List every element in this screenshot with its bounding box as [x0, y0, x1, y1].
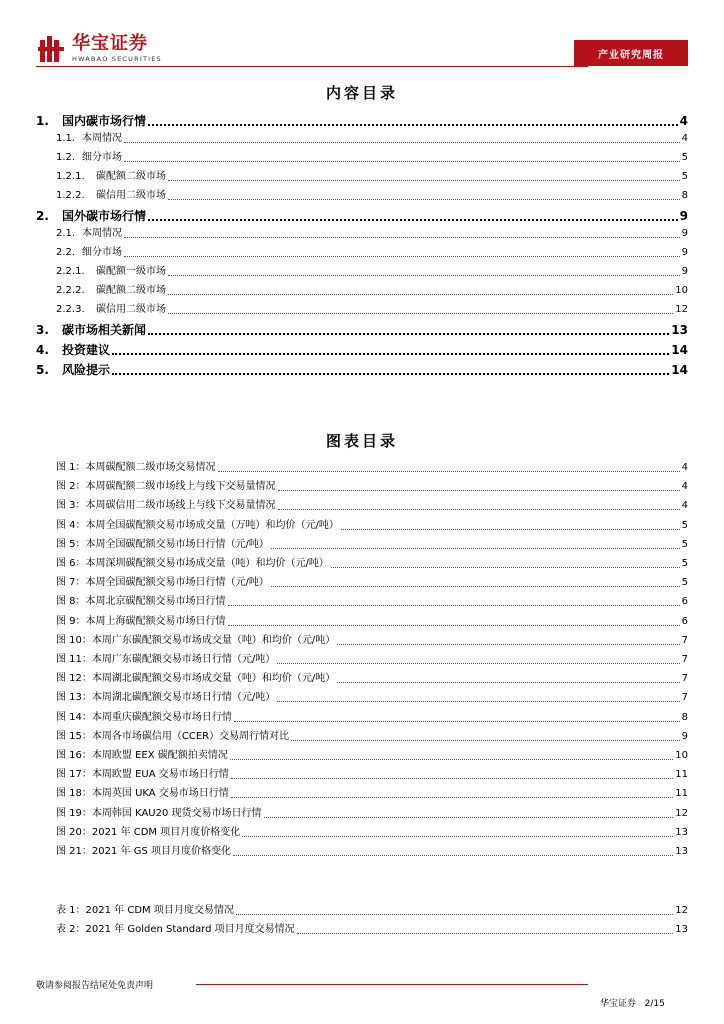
figure-entry-page: 4: [681, 500, 688, 512]
toc-entry[interactable]: [56, 302, 688, 318]
figure-entry-label: 图 15：本周各市场碳信用（CCER）交易周行情对比: [56, 730, 290, 742]
figure-leader-dots: [264, 817, 674, 818]
toc-entry-page: 9: [681, 266, 688, 277]
footer-divider: [196, 984, 588, 985]
toc-entry[interactable]: [36, 207, 688, 225]
figure-leader-dots: [278, 509, 680, 510]
toc-entry-page: 10: [675, 285, 688, 296]
figure-entry[interactable]: [56, 498, 688, 514]
figure-entry-page: 10: [675, 750, 688, 761]
table-entry-label: 表 1：2021 年 CDM 项目月度交易情况: [56, 905, 234, 916]
figure-entry-page: 13: [675, 846, 688, 857]
toc-leader-dots: [148, 333, 669, 335]
toc-entry-page: 4: [679, 114, 688, 128]
figure-leader-dots: [234, 721, 680, 722]
figure-entry-label: 图 18：本周英国 UKA 交易市场日行情: [56, 788, 229, 800]
figure-leader-dots: [271, 548, 680, 549]
toc-entry-number: 2.2.1.: [56, 266, 85, 277]
toc-leader-dots: [124, 256, 680, 257]
figure-entry-page: 6: [681, 596, 688, 608]
figure-entry-page: 5: [681, 538, 688, 550]
figure-entry-page: 11: [675, 788, 688, 800]
figure-entry[interactable]: [56, 614, 688, 630]
toc-entry-number: 1.2.2.: [56, 190, 85, 201]
figure-entry[interactable]: [56, 518, 688, 534]
brand-logo-icon: [38, 34, 68, 64]
toc-entry-label: 细分市场: [82, 152, 122, 163]
figure-leader-dots: [231, 797, 673, 798]
table-entry[interactable]: [56, 903, 688, 919]
figure-entry-label: 图 20：2021 年 CDM 项目月度价格变化: [56, 826, 241, 838]
toc-entry[interactable]: [56, 226, 688, 242]
page-header: [0, 0, 724, 70]
figure-entry[interactable]: [56, 690, 688, 706]
figure-entry[interactable]: [56, 460, 688, 476]
figure-entry[interactable]: [56, 806, 688, 822]
figure-entry-page: 4: [681, 481, 688, 493]
figure-entry-page: 13: [675, 826, 688, 838]
toc-entry[interactable]: [56, 264, 688, 280]
toc-entry[interactable]: [36, 341, 688, 359]
figure-entry-page: 7: [681, 634, 688, 646]
figure-entry-label: 图 2：本周碳配额二级市场线上与线下交易量情况: [56, 481, 276, 493]
figure-entry-label: 图 14：本周重庆碳配额交易市场日行情: [56, 711, 232, 723]
toc-entry-page: 4: [681, 133, 688, 144]
figure-leader-dots: [341, 529, 680, 530]
toc-entry-page: 9: [679, 209, 688, 223]
figure-entry-label: 图 12：本周湖北碳配额交易市场成交量（吨）和均价（元/吨）: [56, 673, 336, 685]
toc-entry[interactable]: [36, 321, 688, 339]
brand-name-cn: 华宝证券: [72, 33, 148, 54]
toc-entry-label: 本周情况: [82, 228, 122, 239]
toc-entry-number: 5.: [36, 363, 49, 377]
figure-entry[interactable]: [56, 633, 688, 649]
toc-entry-label: 风险提示: [62, 363, 111, 377]
figure-entry-page: 12: [675, 807, 688, 819]
figure-entry-page: 11: [675, 769, 688, 781]
header-divider: [36, 66, 588, 67]
toc-entry-label: 本周情况: [82, 133, 122, 144]
toc-entry-label: 国内碳市场行情: [62, 114, 147, 128]
figure-leader-dots: [331, 567, 680, 568]
figure-leader-dots: [228, 605, 680, 606]
figure-entry-page: 9: [681, 730, 688, 742]
figure-entry-label: 图 10：本周广东碳配额交易市场成交量（吨）和均价（元/吨）: [56, 634, 336, 646]
footer-page-number: 2/15: [644, 999, 665, 1009]
figure-entry[interactable]: [56, 537, 688, 553]
toc-leader-dots: [168, 275, 680, 276]
toc-entry[interactable]: [56, 283, 688, 299]
toc-leader-dots: [148, 124, 678, 126]
figure-entry[interactable]: [56, 556, 688, 572]
table-entry-label: 表 2：2021 年 Golden Standard 项目月度交易情况: [56, 924, 295, 935]
figure-leader-dots: [278, 490, 680, 491]
figure-entry-page: 7: [681, 673, 688, 685]
brand-logo: [38, 34, 162, 66]
table-entry-page: 12: [675, 905, 688, 916]
figure-entry[interactable]: [56, 671, 688, 687]
toc-title: 内容目录: [325, 84, 398, 102]
figure-entry-label: 图 3：本周碳信用二级市场线上与线下交易量情况: [56, 500, 276, 512]
figure-leader-dots: [230, 759, 674, 760]
figure-entry-page: 5: [681, 558, 688, 569]
figure-entry-label: 图 13：本周湖北碳配额交易市场日行情（元/吨）: [56, 692, 276, 704]
figure-entry-label: 图 1：本周碳配额二级市场交易情况: [56, 462, 216, 473]
toc-leader-dots: [168, 294, 673, 295]
figure-entry[interactable]: [56, 710, 688, 726]
figure-entry-label: 图 19：本周韩国 KAU20 现货交易市场日行情: [56, 807, 262, 819]
figure-entry[interactable]: [56, 575, 688, 591]
toc-entry-number: 4.: [36, 343, 49, 357]
toc-leader-dots: [124, 237, 680, 238]
toc-entry-page: 13: [671, 323, 688, 337]
toc-leader-dots: [124, 161, 680, 162]
toc-entry[interactable]: [56, 188, 688, 204]
toc-entry-number: 2.2.2.: [56, 285, 85, 296]
toc-leader-dots: [168, 180, 680, 181]
toc-entry[interactable]: [36, 112, 688, 130]
figure-entry-page: 7: [681, 654, 688, 665]
toc-entry[interactable]: [56, 245, 688, 261]
figure-entry[interactable]: [56, 729, 688, 745]
figure-entry[interactable]: [56, 479, 688, 495]
toc-entry-number: 2.2.3.: [56, 304, 85, 315]
footer-disclaimer: 敬请参阅报告结尾处免责声明: [36, 981, 154, 991]
table-leader-dots: [297, 933, 674, 934]
figure-entry[interactable]: [56, 748, 688, 764]
table-entry-page: 13: [675, 924, 688, 935]
toc-entry-label: 碳配额一级市场: [96, 266, 166, 277]
toc-entry-page: 14: [671, 363, 688, 377]
toc-entry-label: 碳信用二级市场: [96, 190, 166, 201]
figure-entry-label: 图 16：本周欧盟 EEX 碳配额拍卖情况: [56, 750, 228, 761]
toc-entry-number: 1.2.1.: [56, 171, 85, 182]
figure-leader-dots: [271, 586, 680, 587]
toc-entry-page: 9: [681, 247, 688, 258]
table-entry[interactable]: [56, 922, 688, 938]
figure-entry-label: 图 4：本周全国碳配额交易市场成交量（万吨）和均价（元/吨）: [56, 519, 339, 531]
toc-leader-dots: [124, 142, 680, 143]
figure-entry[interactable]: [56, 844, 688, 860]
toc-leader-dots: [112, 373, 669, 375]
toc-entry-label: 碳信用二级市场: [96, 304, 166, 315]
figure-entry[interactable]: [56, 594, 688, 610]
figure-entry-page: 4: [681, 462, 688, 473]
figures-title: 图表目录: [325, 432, 398, 450]
toc-entry-number: 2.: [36, 209, 49, 223]
figure-entry-label: 图 6：本周深圳碳配额交易市场成交量（吨）和均价（元/吨）: [56, 558, 329, 569]
figure-entry-label: 图 5：本周全国碳配额交易市场日行情（元/吨）: [56, 538, 269, 550]
figure-entry-page: 7: [681, 692, 688, 704]
figure-entry-label: 图 7：本周全国碳配额交易市场日行情（元/吨）: [56, 577, 269, 589]
table-leader-dots: [236, 914, 673, 915]
figure-leader-dots: [231, 778, 674, 779]
figure-leader-dots: [233, 855, 673, 856]
footer-page-info: [600, 996, 665, 1009]
toc-entry-page: 9: [681, 228, 688, 239]
figure-entry-page: 6: [681, 615, 688, 627]
figure-entry-page: 5: [681, 519, 688, 531]
figure-entry-label: 图 9：本周上海碳配额交易市场日行情: [56, 615, 226, 627]
toc-entry[interactable]: [56, 169, 688, 185]
figure-leader-dots: [337, 644, 679, 645]
figure-entry-label: 图 8：本周北京碳配额交易市场日行情: [56, 596, 226, 608]
toc-leader-dots: [112, 353, 669, 355]
toc-entry-number: 2.1.: [56, 228, 76, 239]
toc-leader-dots: [168, 313, 673, 314]
figure-entry-page: 8: [681, 711, 688, 723]
toc-entry-label: 投资建议: [62, 343, 111, 357]
figure-leader-dots: [277, 701, 679, 702]
toc-entry-label: 细分市场: [82, 247, 122, 258]
figure-entry-label: 图 21：2021 年 GS 项目月度价格变化: [56, 846, 231, 857]
figure-leader-dots: [228, 625, 680, 626]
toc-entry[interactable]: [36, 361, 688, 379]
toc-entry[interactable]: [56, 131, 688, 147]
toc-entry-page: 8: [681, 190, 688, 201]
toc-entry-label: 碳配额二级市场: [96, 171, 166, 182]
toc-entry-page: 14: [671, 343, 688, 357]
toc-entry-number: 1.: [36, 114, 49, 128]
toc-entry-label: 碳配额二级市场: [96, 285, 166, 296]
figure-entry-label: 图 17：本周欧盟 EUA 交易市场日行情: [56, 769, 229, 781]
toc-entry-label: 碳市场相关新闻: [62, 323, 147, 337]
toc-entry-number: 1.2.: [56, 152, 76, 163]
figure-entry[interactable]: [56, 652, 688, 668]
figure-entry[interactable]: [56, 825, 688, 841]
toc-entry-number: 1.1.: [56, 133, 76, 144]
figure-entry-page: 5: [681, 577, 688, 589]
toc-leader-dots: [168, 199, 680, 200]
toc-entry[interactable]: [56, 150, 688, 166]
footer-company: 华宝证券: [600, 999, 637, 1009]
toc-entry-page: 5: [681, 152, 688, 163]
figure-entry[interactable]: [56, 767, 688, 783]
figure-leader-dots: [277, 663, 679, 664]
toc-entry-number: 3.: [36, 323, 49, 337]
figure-leader-dots: [291, 740, 679, 741]
brand-name-en: HWABAO SECURITIES: [72, 55, 162, 63]
figure-leader-dots: [218, 471, 680, 472]
report-type-badge: 产业研究周报: [574, 40, 688, 66]
figure-entry[interactable]: [56, 786, 688, 802]
figure-entry-label: 图 11：本周广东碳配额交易市场日行情（元/吨）: [56, 654, 276, 665]
toc-entry-page: 12: [675, 304, 688, 315]
toc-leader-dots: [148, 219, 678, 221]
toc-entry-label: 国外碳市场行情: [62, 209, 147, 223]
toc-entry-page: 5: [681, 171, 688, 182]
figure-leader-dots: [337, 682, 679, 683]
toc-entry-number: 2.2.: [56, 247, 76, 258]
figure-leader-dots: [242, 836, 673, 837]
